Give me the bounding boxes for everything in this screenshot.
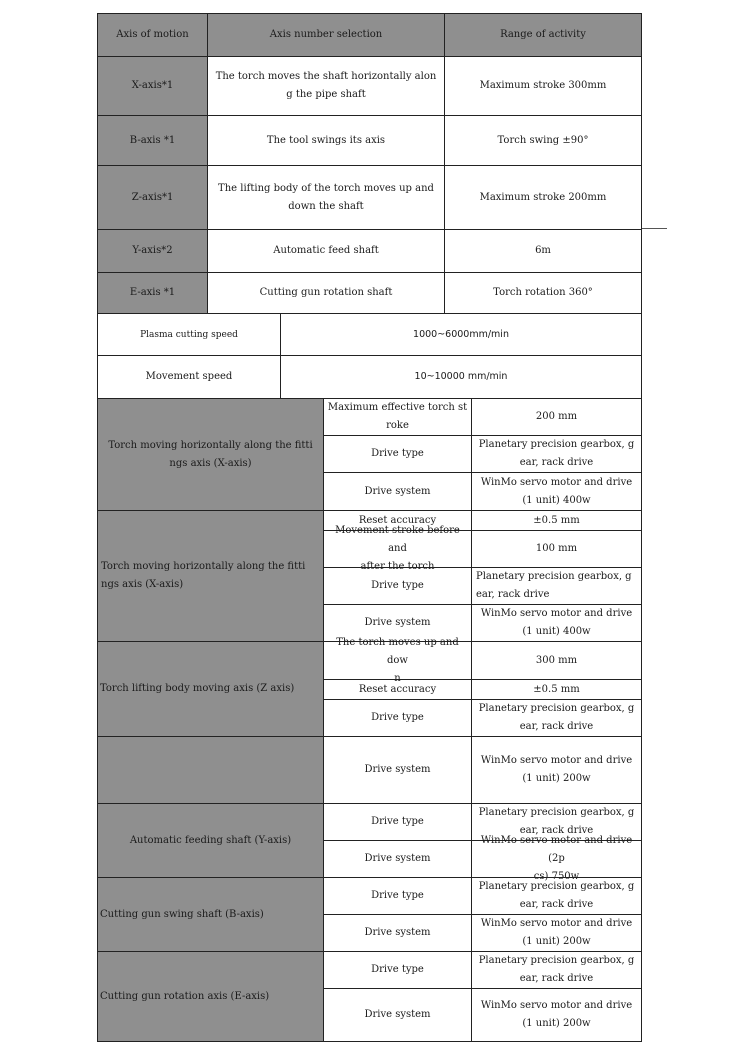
spec-param: Drive type bbox=[323, 877, 472, 915]
axis-description-z: The lifting body of the torch moves up and down the shaft bbox=[207, 165, 445, 230]
spec-value: Planetary precision gearbox, g ear, rack drive bbox=[471, 951, 642, 989]
axis-cell-z: Z-axis*1 bbox=[97, 165, 208, 230]
spec-title-b bbox=[97, 877, 324, 952]
spec-value: Planetary precision gearbox, g ear, rack drive bbox=[471, 567, 642, 605]
spec-title-e bbox=[97, 951, 324, 1042]
spec-param: Drive type bbox=[323, 699, 472, 737]
spec-value: WinMo servo motor and drive (1 unit) 400w bbox=[471, 604, 642, 642]
axis-description-b: The tool swings its axis bbox=[207, 115, 445, 166]
axis-range-x: Maximum stroke 300mm bbox=[444, 56, 642, 116]
spec-param: Drive type bbox=[323, 435, 472, 473]
axis-cell-x: X-axis*1 bbox=[97, 56, 208, 116]
spec-title-y: Automatic feeding shaft (Y-axis) bbox=[97, 803, 324, 878]
axis-cell-y: Y-axis*2 bbox=[97, 229, 208, 273]
spec-title-x1: Torch moving horizontally along the fitti ngs axis (X-axis) bbox=[97, 398, 324, 511]
spec-param: Drive type bbox=[323, 951, 472, 989]
spec-value: WinMo servo motor and drive (1 unit) 200w bbox=[471, 736, 642, 804]
header-axis-number-selection: Axis number selection bbox=[207, 13, 445, 57]
axis-cell-b: B-axis *1 bbox=[97, 115, 208, 166]
spec-param: Drive system bbox=[323, 988, 472, 1042]
axis-cell-e: E-axis *1 bbox=[97, 272, 208, 314]
spec-value: ±0.5 mm bbox=[471, 510, 642, 531]
axis-range-b: Torch swing ±90° bbox=[444, 115, 642, 166]
speed-value-plasma: 1000~6000mm/min bbox=[280, 313, 642, 356]
axis-description-e: Cutting gun rotation shaft bbox=[207, 272, 445, 314]
spec-param: Drive system bbox=[323, 840, 472, 878]
spec-value: WinMo servo motor and drive (2p cs) 750w bbox=[471, 840, 642, 878]
spec-value: Planetary precision gearbox, g ear, rack drive bbox=[471, 877, 642, 915]
spec-value: WinMo servo motor and drive (1 unit) 200w bbox=[471, 988, 642, 1042]
spec-param: Reset accuracy bbox=[323, 510, 472, 531]
spec-value: 100 mm bbox=[471, 530, 642, 568]
spec-param: Movement stroke before and after the torch bbox=[323, 530, 472, 568]
spec-param: Drive system bbox=[323, 472, 472, 511]
spec-param: Drive type bbox=[323, 803, 472, 841]
spec-value: WinMo servo motor and drive (1 unit) 200w bbox=[471, 914, 642, 952]
spec-title-x2 bbox=[97, 510, 324, 642]
axis-range-z: Maximum stroke 200mm bbox=[444, 165, 642, 230]
speed-label-plasma: Plasma cutting speed bbox=[97, 313, 281, 356]
header-range-of-activity: Range of activity bbox=[444, 13, 642, 57]
spec-param: Drive type bbox=[323, 567, 472, 605]
table-edge-line bbox=[642, 228, 667, 229]
spec-title-text: Cutting gun swing shaft (B-axis) bbox=[100, 908, 264, 920]
spec-param: Drive system bbox=[323, 736, 472, 804]
speed-label-movement: Movement speed bbox=[97, 355, 281, 399]
spec-value: Planetary precision gearbox, g ear, rack drive bbox=[471, 435, 642, 473]
axis-range-e: Torch rotation 360° bbox=[444, 272, 642, 314]
spec-value: Planetary precision gearbox, g ear, rack drive bbox=[471, 699, 642, 737]
spec-value: 300 mm bbox=[471, 641, 642, 680]
spec-param: Reset accuracy bbox=[323, 679, 472, 700]
spec-value: WinMo servo motor and drive (1 unit) 400w bbox=[471, 472, 642, 511]
spec-param: Maximum effective torch st roke bbox=[323, 398, 472, 436]
spec-value: 200 mm bbox=[471, 398, 642, 436]
spec-title-z bbox=[97, 641, 324, 737]
spec-title-text: Torch lifting body moving axis (Z axis) bbox=[100, 683, 295, 694]
axis-description-y: Automatic feed shaft bbox=[207, 229, 445, 273]
spec-value: Planetary precision gearbox, g ear, rack drive bbox=[471, 803, 642, 841]
spec-title-text: Torch moving horizontally along the fitti ngs axis (X-axis) bbox=[101, 561, 306, 590]
spec-empty-cell bbox=[97, 736, 324, 804]
spec-value: ±0.5 mm bbox=[471, 679, 642, 700]
axis-range-y: 6m bbox=[444, 229, 642, 273]
spec-title-text: Cutting gun rotation axis (E-axis) bbox=[100, 990, 270, 1002]
header-axis-of-motion: Axis of motion bbox=[97, 13, 208, 57]
spec-param: The torch moves up and dow n bbox=[323, 641, 472, 680]
spec-param: Drive system bbox=[323, 914, 472, 952]
speed-value-movement: 10~10000 mm/min bbox=[280, 355, 642, 399]
spec-param: Drive system bbox=[323, 604, 472, 642]
axis-description-x: The torch moves the shaft horizontally alon g the pipe shaft bbox=[207, 56, 445, 116]
